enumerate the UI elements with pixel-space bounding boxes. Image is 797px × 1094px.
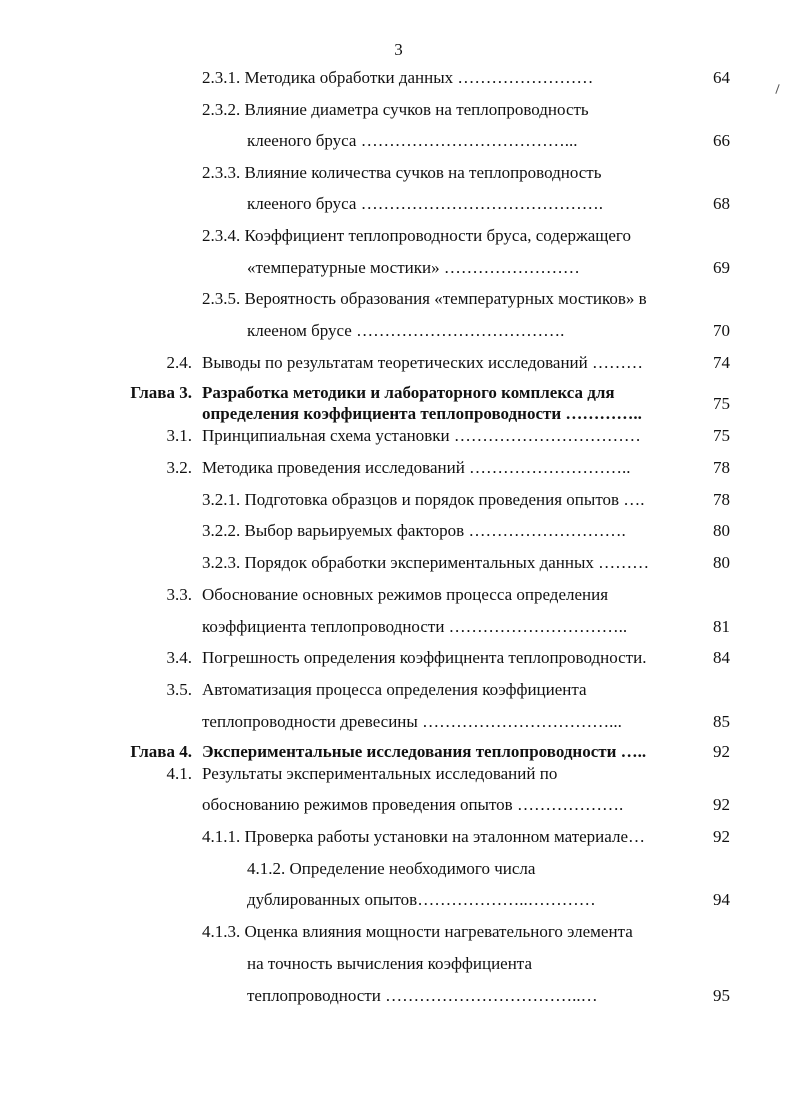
toc-entry-3-1: Принципиальная схема установки ……………………………	[202, 426, 641, 445]
toc-entry-2-3-5-cont: клееном брусе ……………………………….	[247, 321, 565, 340]
page-number: 3	[394, 40, 403, 59]
toc-chapter-3-cont: определения коэффициента теплопроводности …………..	[202, 404, 642, 423]
toc-chapter-label: Глава 3.	[130, 383, 192, 402]
toc-label: 2.4.	[166, 353, 192, 372]
toc-entry-3-2-3: 3.2.3. Порядок обработки экспериментальных данных ………	[202, 553, 650, 572]
toc-page: 75	[713, 426, 730, 445]
toc-entry-2-3-5: 2.3.5. Вероятность образования «температурных мостиков» в	[202, 289, 647, 308]
toc-entry-4-1: Результаты экспериментальных исследований по	[202, 764, 558, 783]
toc-page: 80	[713, 553, 730, 572]
toc-entry-3-3-cont: коэффициента теплопроводности …………………………..	[202, 617, 628, 636]
toc-entry-4-1-3-cont: теплопроводности ……………………………..…	[247, 986, 598, 1005]
margin-mark	[775, 84, 779, 94]
toc-entry-2-3-1: 2.3.1. Методика обработки данных ……………………	[202, 68, 594, 87]
toc-page: 85	[713, 712, 730, 731]
toc-entry-4-1-cont: обоснованию режимов проведения опытов ……………….	[202, 795, 624, 814]
toc-page: 80	[713, 521, 730, 540]
toc-entry-3-5: Автоматизация процесса определения коэффициента	[202, 680, 587, 699]
toc-entry-4-1-2-cont: дублированных опытов………………..…………	[247, 890, 596, 909]
toc-entry-3-2-2: 3.2.2. Выбор варьируемых факторов ……………………….	[202, 521, 626, 540]
toc-page: 68	[713, 194, 730, 213]
toc-page: 84	[713, 648, 730, 667]
toc-entry-4-1-3-cont: на точность вычисления коэффициента	[247, 954, 532, 973]
toc-page: 66	[713, 131, 730, 150]
toc-label: 3.2.	[166, 458, 192, 477]
toc-entry-3-2: Методика проведения исследований ………………………..	[202, 458, 631, 477]
toc-chapter-3: Разработка методики и лабораторного комплекса для	[202, 383, 615, 402]
toc-entry-2-3-2-cont: клееного бруса ………………………………...	[247, 131, 578, 150]
toc-page: 78	[713, 458, 730, 477]
toc-entry-2-3-4: 2.3.4. Коэффициент теплопроводности бруса, содержащего	[202, 226, 631, 245]
toc-label: 4.1.	[166, 764, 192, 783]
toc-page: 92	[713, 742, 730, 761]
toc-page: 64	[713, 68, 730, 87]
toc-page: 92	[713, 827, 730, 846]
toc-page: 92	[713, 795, 730, 814]
toc-page: 74	[713, 353, 730, 372]
toc-page: 70	[713, 321, 730, 340]
toc-page: 81	[713, 617, 730, 636]
toc-entry-2-4: Выводы по результатам теоретических исследований ………	[202, 353, 643, 372]
toc-page: 78	[713, 490, 730, 509]
toc-page: 94	[713, 890, 730, 909]
toc-entry-4-1-1: 4.1.1. Проверка работы установки на эталонном материале…	[202, 827, 646, 846]
toc-label: 3.3.	[166, 585, 192, 604]
toc-label: 3.1.	[166, 426, 192, 445]
toc-chapter-label: Глава 4.	[130, 742, 192, 761]
toc-entry-2-3-3-cont: клееного бруса …………………………………….	[247, 194, 603, 213]
toc-entry-2-3-3: 2.3.3. Влияние количества сучков на теплопроводность	[202, 163, 602, 182]
toc-label: 3.4.	[166, 648, 192, 667]
toc-page: 75	[713, 394, 730, 413]
toc-chapter-4: Экспериментальные исследования теплопроводности …..	[202, 742, 647, 761]
toc-entry-3-3: Обоснование основных режимов процесса определения	[202, 585, 609, 604]
toc-label: 3.5.	[166, 680, 192, 699]
toc-entry-4-1-3: 4.1.3. Оценка влияния мощности нагревательного элемента	[202, 922, 633, 941]
toc-entry-2-3-4-cont: «температурные мостики» ……………………	[247, 258, 580, 277]
toc-entry-4-1-2: 4.1.2. Определение необходимого числа	[247, 859, 536, 878]
toc-entry-3-5-cont: теплопроводности древесины ……………………………...	[202, 712, 622, 731]
toc-entry-2-3-2: 2.3.2. Влияние диаметра сучков на теплопроводность	[202, 100, 589, 119]
toc-entry-3-2-1: 3.2.1. Подготовка образцов и порядок проведения опытов ….	[202, 490, 645, 509]
toc-page: 95	[713, 986, 730, 1005]
toc-page: 69	[713, 258, 730, 277]
toc-entry-3-4: Погрешность определения коэффицнента теплопроводности.	[202, 648, 647, 667]
